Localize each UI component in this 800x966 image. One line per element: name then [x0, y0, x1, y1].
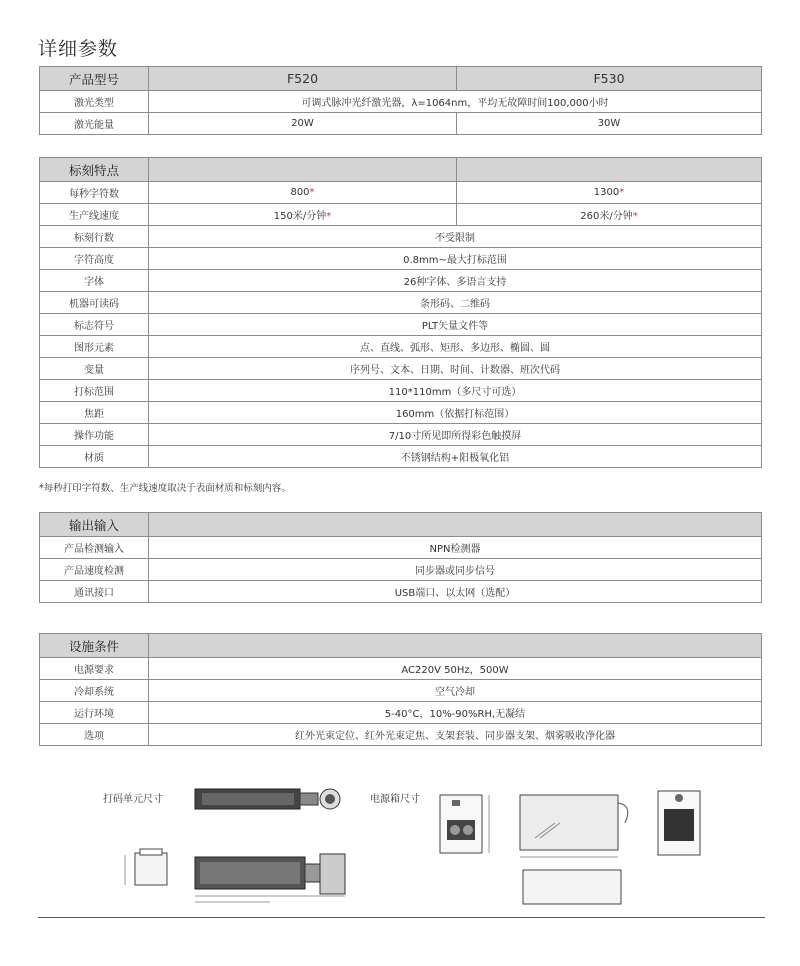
- row-label: 激光类型: [40, 91, 149, 113]
- row-label: 字符高度: [40, 248, 149, 270]
- row-value: 160mm（依据打标范围）: [149, 402, 762, 424]
- row-value: 可调式脉冲光纤激光器，λ=1064nm，平均无故障时间100,000小时: [149, 91, 762, 113]
- row-label: 标刻行数: [40, 226, 149, 248]
- header-blank: [149, 513, 762, 537]
- row-value-f530: 260米/分钟*: [457, 204, 762, 226]
- row-value-f520: 800*: [149, 182, 457, 204]
- row-value: 序列号、文本、日期、时间、计数器、班次代码: [149, 358, 762, 380]
- row-label: 字体: [40, 270, 149, 292]
- table-row: [40, 204, 762, 226]
- power-box-back-drawing: [650, 783, 710, 863]
- row-value: AC220V 50Hz，500W: [149, 658, 762, 680]
- row-value-f520: 150米/分钟*: [149, 204, 457, 226]
- table-row: [40, 182, 762, 204]
- row-value: 0.8mm~最大打标范围: [149, 248, 762, 270]
- footnote-star: *: [309, 187, 315, 198]
- table-row: [40, 380, 762, 402]
- table-row: [40, 314, 762, 336]
- row-value: 不受限制: [149, 226, 762, 248]
- row-value: 点、直线、弧形、矩形、多边形、椭圆、圆: [149, 336, 762, 358]
- section-header: 设施条件: [40, 634, 149, 658]
- row-value: 7/10寸所见即所得彩色触摸屏: [149, 424, 762, 446]
- table-row: [40, 559, 762, 581]
- power-box-bottom-drawing: [518, 865, 628, 910]
- row-value: 红外光束定位、红外光束定焦、支架套装、同步器支架、烟雾吸收净化器: [149, 724, 762, 746]
- row-value: 26种字体、多语言支持: [149, 270, 762, 292]
- marking-features-table: [39, 157, 762, 468]
- table-header-row: [40, 634, 762, 658]
- row-label: 通讯接口: [40, 581, 149, 603]
- row-label: 图形元素: [40, 336, 149, 358]
- footnote-star: *: [632, 211, 638, 222]
- row-value: 空气冷却: [149, 680, 762, 702]
- header-blank: [149, 634, 762, 658]
- row-label: 激光能量: [40, 113, 149, 135]
- table-row: [40, 358, 762, 380]
- table-row: [40, 292, 762, 314]
- row-label: 生产线速度: [40, 204, 149, 226]
- footnote: *每秒打印字符数、生产线速度取决于表面材质和标刻内容。: [39, 483, 291, 494]
- footnote-star: *: [619, 187, 625, 198]
- footnote-star: *: [326, 211, 332, 222]
- table-row: [40, 537, 762, 559]
- row-value-f530: 30W: [457, 113, 762, 135]
- row-label: 电源要求: [40, 658, 149, 680]
- row-value: USB端口、以太网（选配）: [149, 581, 762, 603]
- row-label: 材质: [40, 446, 149, 468]
- row-label: 产品速度检测: [40, 559, 149, 581]
- header-label: 产品型号: [40, 67, 149, 91]
- table-row: [40, 702, 762, 724]
- row-value: 110*110mm（多尺寸可选）: [149, 380, 762, 402]
- row-value-f520: 20W: [149, 113, 457, 135]
- marking-unit-label: 打码单元尺寸: [103, 794, 163, 805]
- table-row: [40, 248, 762, 270]
- row-label: 变量: [40, 358, 149, 380]
- row-label: 每秒字符数: [40, 182, 149, 204]
- row-value-f530: 1300*: [457, 182, 762, 204]
- facility-table: [39, 633, 762, 746]
- table-row: [40, 446, 762, 468]
- row-label: 选项: [40, 724, 149, 746]
- product-model-table: [39, 66, 762, 135]
- row-value: 5-40°C，10%-90%RH,无凝结: [149, 702, 762, 724]
- power-box-label: 电源箱尺寸: [370, 794, 420, 805]
- page-title: 详细参数: [38, 38, 119, 60]
- row-label: 焦距: [40, 402, 149, 424]
- row-value: 同步器或同步信号: [149, 559, 762, 581]
- row-label: 运行环境: [40, 702, 149, 724]
- table-row: [40, 226, 762, 248]
- io-table: [39, 512, 762, 603]
- table-row: [40, 680, 762, 702]
- bottom-divider: [38, 917, 765, 918]
- row-label: 打标范围: [40, 380, 149, 402]
- marking-unit-top-drawing: [190, 775, 350, 825]
- row-value: NPN检测器: [149, 537, 762, 559]
- row-label: 冷却系统: [40, 680, 149, 702]
- table-row: [40, 270, 762, 292]
- marking-unit-end-drawing: [120, 845, 180, 895]
- power-box-side-drawing: [515, 783, 635, 863]
- table-row: [40, 336, 762, 358]
- table-row: [40, 658, 762, 680]
- table-header-row: [40, 67, 762, 91]
- table-header-row: [40, 513, 762, 537]
- row-label: 操作功能: [40, 424, 149, 446]
- table-row: [40, 581, 762, 603]
- row-value: 不锈钢结构+阳极氧化铝: [149, 446, 762, 468]
- power-box-front-drawing: [437, 790, 497, 860]
- row-label: 标志符号: [40, 314, 149, 336]
- model-f530: F530: [457, 67, 762, 91]
- table-header-row: [40, 158, 762, 182]
- table-row: [40, 113, 762, 135]
- header-blank: [149, 158, 457, 182]
- row-value: PLT矢量文件等: [149, 314, 762, 336]
- section-header: 标刻特点: [40, 158, 149, 182]
- row-label: 机器可读码: [40, 292, 149, 314]
- marking-unit-side-drawing: [190, 852, 350, 907]
- section-header: 输出输入: [40, 513, 149, 537]
- row-value: 条形码、二维码: [149, 292, 762, 314]
- table-row: [40, 91, 762, 113]
- row-label: 产品检测输入: [40, 537, 149, 559]
- table-row: [40, 402, 762, 424]
- table-row: [40, 424, 762, 446]
- header-blank: [457, 158, 762, 182]
- model-f520: F520: [149, 67, 457, 91]
- table-row: [40, 724, 762, 746]
